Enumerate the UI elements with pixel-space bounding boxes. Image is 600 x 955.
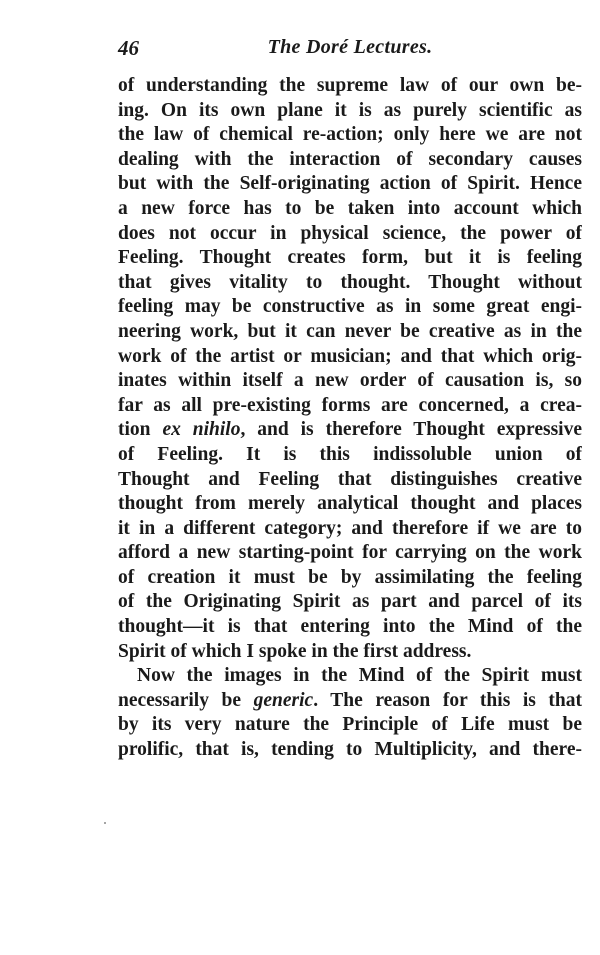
body-text bbox=[118, 74, 582, 763]
text-line: far as all pre-existing forms are concerned, a crea- bbox=[118, 394, 582, 416]
text-line: inates within itself a new order of causation is, so bbox=[118, 370, 582, 392]
text-line: of creation it must be by assimilating the feeling bbox=[118, 566, 582, 588]
text-line: Thought and Feeling that distinguishes creative bbox=[118, 468, 582, 490]
text-line: of the Originating Spirit as part and parcel of its bbox=[118, 591, 582, 613]
text-line: Feeling. Thought creates form, but it is feeling bbox=[118, 247, 582, 269]
text-line: Now the images in the Mind of the Spirit must bbox=[137, 665, 582, 687]
text-line: but with the Self-originating action of Spirit. Hence bbox=[118, 173, 582, 195]
text-line: thought—it is that entering into the Mind of the bbox=[118, 616, 582, 638]
page-header bbox=[118, 36, 582, 62]
text-line: necessarily be generic. The reason for this is that bbox=[118, 689, 582, 711]
text-line: the law of chemical re-action; only here we are not bbox=[118, 124, 582, 146]
text-line: Spirit of which I spoke in the first address. bbox=[118, 640, 472, 662]
text-line: neering work, but it can never be creative as in the bbox=[118, 320, 582, 342]
page-number: 46 bbox=[118, 36, 139, 60]
text-line: a new force has to be taken into account which bbox=[118, 197, 582, 219]
text-line: of Feeling. It is this indissoluble union of bbox=[118, 443, 582, 465]
text-line: ing. On its own plane it is as purely scientific as bbox=[118, 99, 582, 121]
text-line: that gives vitality to thought. Thought without bbox=[118, 271, 582, 293]
text-line: of understanding the supreme law of our own be- bbox=[118, 75, 582, 96]
paragraph bbox=[118, 74, 582, 664]
text-line: it in a different category; and therefore if we are to bbox=[118, 517, 582, 539]
text-line: work of the artist or musician; and that which orig- bbox=[118, 345, 582, 367]
paragraph bbox=[118, 664, 582, 762]
text-line: dealing with the interaction of secondary causes bbox=[118, 148, 582, 170]
text-line: does not occur in physical science, the power of bbox=[118, 222, 582, 244]
text-line: thought from merely analytical thought and places bbox=[118, 493, 582, 515]
text-line: by its very nature the Principle of Life must be bbox=[118, 714, 582, 736]
scan-speck bbox=[104, 822, 106, 824]
text-line: tion ex nihilo, and is therefore Thought expressive bbox=[118, 419, 582, 441]
text-line: feeling may be constructive as in some great engi- bbox=[118, 296, 582, 318]
text-line: prolific, that is, tending to Multiplicity, and there- bbox=[118, 739, 582, 761]
running-title: The Doré Lectures. bbox=[267, 36, 433, 58]
text-line: afford a new starting-point for carrying on the work bbox=[118, 542, 582, 564]
